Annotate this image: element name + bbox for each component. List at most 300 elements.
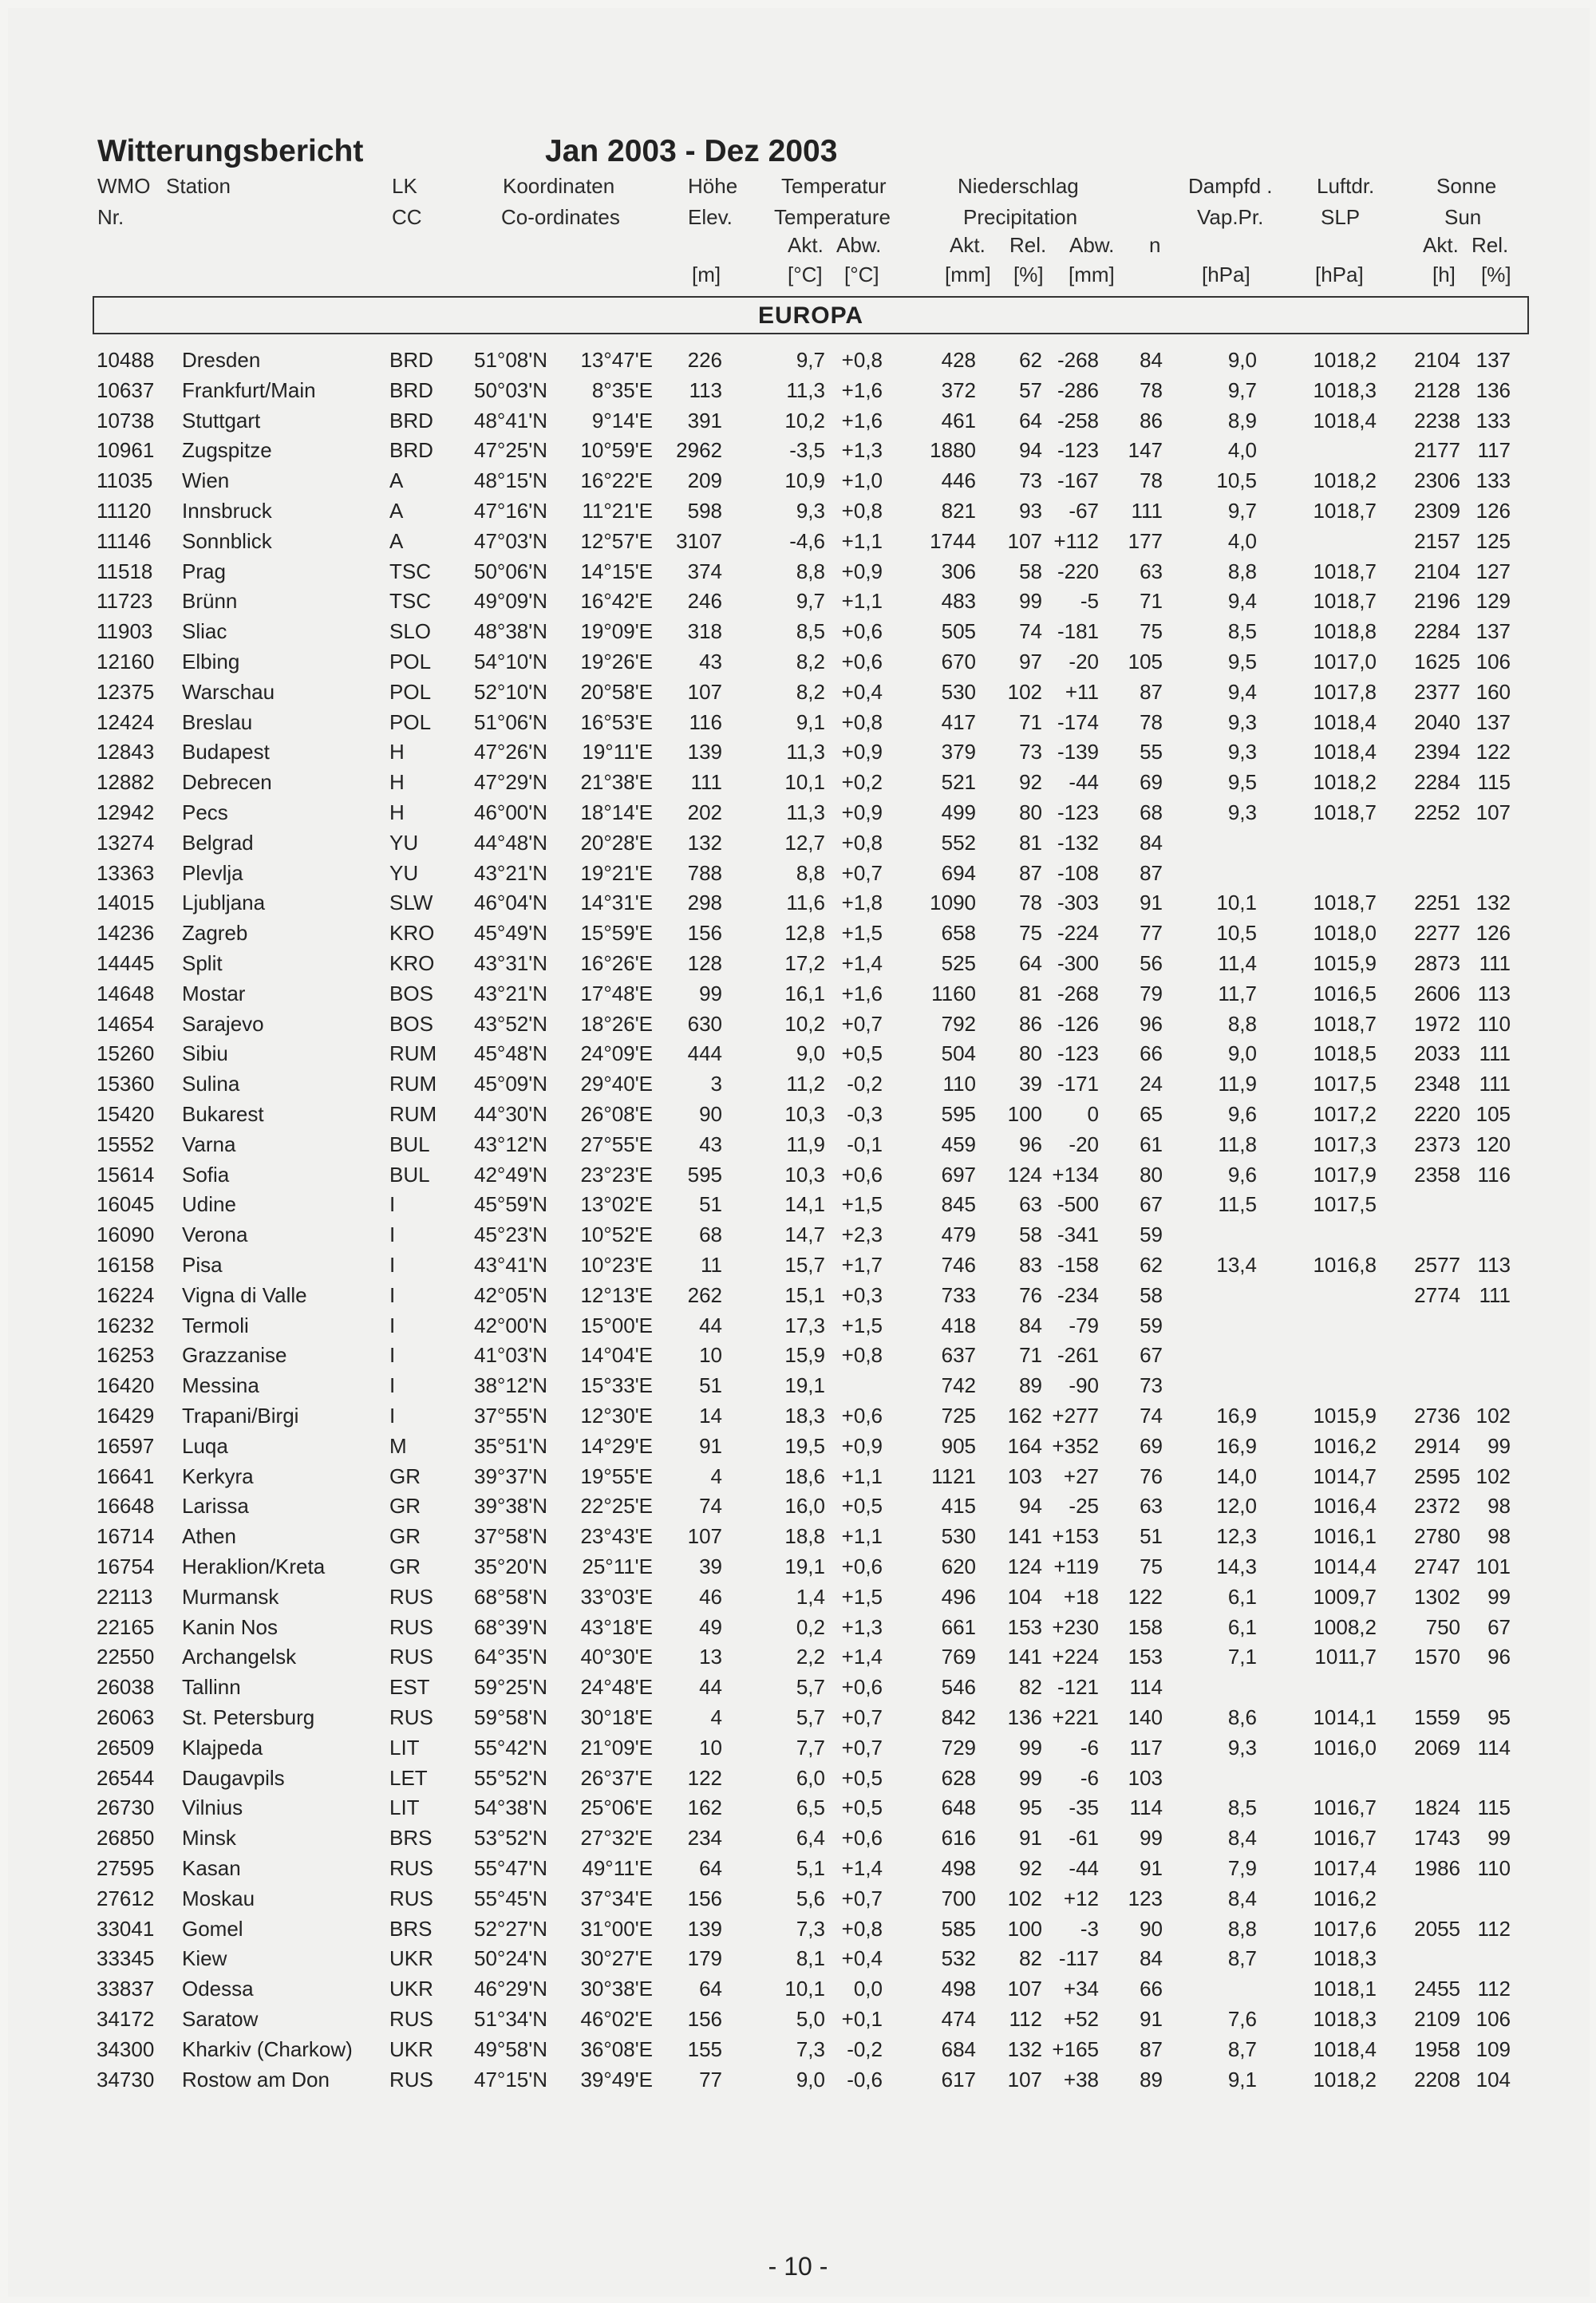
temp-deviation: -0,1 xyxy=(847,1132,883,1156)
prec-deviation: +221 xyxy=(1052,1705,1099,1729)
wmo-nr: 34730 xyxy=(97,2067,155,2092)
country-code: BUL xyxy=(389,1162,430,1187)
prec-deviation: -67 xyxy=(1069,499,1099,523)
elevation: 246 xyxy=(687,589,722,614)
longitude: 30°38'E xyxy=(580,1977,653,2001)
elevation: 39 xyxy=(699,1554,722,1578)
prec-days: 66 xyxy=(1140,1041,1163,1066)
latitude: 48°41'N xyxy=(474,408,547,433)
sun-hours: 2055 xyxy=(1414,1916,1460,1941)
prec-relative: 64 xyxy=(1019,951,1042,975)
station-name: Udine xyxy=(182,1192,236,1217)
prec-actual: 595 xyxy=(941,1102,976,1126)
prec-days: 62 xyxy=(1140,1253,1163,1277)
latitude: 43°12'N xyxy=(474,1132,547,1156)
prec-days: 66 xyxy=(1140,1977,1163,2001)
prec-deviation: +352 xyxy=(1052,1433,1099,1458)
longitude: 16°42'E xyxy=(580,589,653,614)
prec-relative: 141 xyxy=(1007,1645,1042,1669)
temp-actual: 16,1 xyxy=(784,981,825,1005)
longitude: 19°26'E xyxy=(580,650,653,674)
table-row xyxy=(0,619,1596,650)
temp-deviation: +0,7 xyxy=(841,1705,883,1729)
vapour-pressure: 8,4 xyxy=(1227,1886,1257,1910)
sun-hours: 2284 xyxy=(1414,770,1460,795)
latitude: 54°10'N xyxy=(474,650,547,674)
vapour-pressure: 11,9 xyxy=(1218,1072,1257,1096)
wmo-nr: 16641 xyxy=(97,1464,155,1488)
table-row xyxy=(0,1041,1596,1072)
country-code: A xyxy=(389,528,404,553)
longitude: 46°02'E xyxy=(580,2007,653,2031)
country-code: BRS xyxy=(389,1916,433,1941)
wmo-nr: 16253 xyxy=(97,1343,155,1368)
prec-actual: 461 xyxy=(941,408,976,433)
temp-actual: 9,7 xyxy=(796,348,825,372)
longitude: 37°34'E xyxy=(580,1886,653,1910)
table-row xyxy=(0,1494,1596,1524)
longitude: 13°47'E xyxy=(580,348,653,372)
longitude: 24°09'E xyxy=(580,1041,653,1066)
vapour-pressure: 9,3 xyxy=(1227,1735,1257,1760)
temp-deviation: +0,6 xyxy=(841,619,883,644)
prec-deviation: -286 xyxy=(1057,377,1099,402)
prec-actual: 1121 xyxy=(931,1464,976,1488)
temp-actual: 17,3 xyxy=(784,1313,825,1337)
prec-deviation: -158 xyxy=(1057,1253,1099,1277)
station-name: Minsk xyxy=(182,1826,236,1851)
prec-deviation: +165 xyxy=(1052,2036,1099,2061)
country-code: KRO xyxy=(389,951,435,975)
prec-actual: 379 xyxy=(941,740,976,764)
temp-actual: 18,3 xyxy=(784,1404,825,1428)
sun-hours: 2455 xyxy=(1414,1977,1460,2001)
prec-deviation: +224 xyxy=(1052,1645,1099,1669)
vapour-pressure: 8,8 xyxy=(1227,1916,1257,1941)
country-code: BRD xyxy=(389,438,433,463)
longitude: 25°06'E xyxy=(580,1795,653,1820)
latitude: 47°03'N xyxy=(474,528,547,553)
prec-relative: 81 xyxy=(1019,981,1042,1005)
sun-hours: 2780 xyxy=(1414,1524,1460,1549)
longitude: 26°37'E xyxy=(580,1765,653,1790)
elevation: 51 xyxy=(699,1373,722,1398)
sun-relative: 98 xyxy=(1487,1524,1511,1549)
temp-actual: 19,1 xyxy=(784,1373,825,1398)
station-name: Sulina xyxy=(182,1072,240,1096)
hdr-vappr: Vap.Pr. xyxy=(1197,205,1264,229)
prec-actual: 446 xyxy=(941,468,976,493)
temp-actual: 11,2 xyxy=(786,1072,825,1096)
prec-days: 73 xyxy=(1140,1373,1163,1398)
wmo-nr: 26850 xyxy=(97,1826,155,1851)
country-code: RUS xyxy=(389,1645,433,1669)
sun-relative: 99 xyxy=(1487,1826,1511,1851)
sun-relative: 101 xyxy=(1476,1554,1511,1578)
sun-hours: 2251 xyxy=(1414,891,1460,915)
table-row xyxy=(0,1192,1596,1223)
longitude: 31°00'E xyxy=(580,1916,653,1941)
table-row xyxy=(0,1223,1596,1253)
prec-deviation: -20 xyxy=(1069,650,1099,674)
prec-days: 90 xyxy=(1140,1916,1163,1941)
prec-actual: 617 xyxy=(941,2067,976,2092)
temp-deviation: +0,7 xyxy=(841,1886,883,1910)
prec-days: 65 xyxy=(1140,1102,1163,1126)
prec-days: 91 xyxy=(1140,2007,1163,2031)
prec-actual: 742 xyxy=(941,1373,976,1398)
wmo-nr: 16090 xyxy=(97,1223,155,1247)
prec-days: 61 xyxy=(1140,1132,1163,1156)
station-name: Kanin Nos xyxy=(182,1614,278,1639)
wmo-nr: 12843 xyxy=(97,740,155,764)
sun-relative: 99 xyxy=(1487,1584,1511,1609)
sea-level-pressure: 1016,5 xyxy=(1313,981,1377,1005)
prec-actual: 585 xyxy=(941,1916,976,1941)
vapour-pressure: 8,5 xyxy=(1227,619,1257,644)
temp-actual: 11,9 xyxy=(786,1132,825,1156)
table-row xyxy=(0,589,1596,619)
latitude: 39°37'N xyxy=(474,1464,547,1488)
prec-deviation: -300 xyxy=(1057,951,1099,975)
prec-deviation: -44 xyxy=(1069,770,1099,795)
sea-level-pressure: 1016,2 xyxy=(1313,1886,1377,1910)
sun-relative: 109 xyxy=(1476,2036,1511,2061)
latitude: 42°49'N xyxy=(474,1162,547,1187)
prec-deviation: +11 xyxy=(1065,679,1099,704)
sun-relative: 113 xyxy=(1477,1253,1511,1277)
table-row xyxy=(0,409,1596,439)
elevation: 49 xyxy=(699,1614,722,1639)
prec-actual: 417 xyxy=(941,709,976,734)
sun-hours: 2306 xyxy=(1414,468,1460,493)
latitude: 46°00'N xyxy=(474,800,547,824)
prec-relative: 73 xyxy=(1019,468,1042,493)
prec-actual: 499 xyxy=(941,800,976,824)
country-code: SLO xyxy=(389,619,432,644)
sea-level-pressure: 1018,2 xyxy=(1313,468,1377,493)
temp-actual: 12,8 xyxy=(784,921,825,946)
elevation: 44 xyxy=(699,1675,722,1700)
prec-deviation: -61 xyxy=(1069,1826,1099,1851)
sun-hours: 2595 xyxy=(1414,1464,1460,1488)
latitude: 68°58'N xyxy=(474,1584,547,1609)
prec-relative: 83 xyxy=(1019,1253,1042,1277)
longitude: 17°48'E xyxy=(580,981,653,1005)
country-code: YU xyxy=(389,830,419,855)
vapour-pressure: 4,0 xyxy=(1227,438,1257,463)
temp-deviation: +0,4 xyxy=(841,679,883,704)
temp-deviation: +1,0 xyxy=(841,468,883,493)
latitude: 39°38'N xyxy=(474,1494,547,1519)
prec-days: 87 xyxy=(1140,679,1163,704)
temp-actual: -4,6 xyxy=(789,528,825,553)
sun-relative: 67 xyxy=(1487,1614,1511,1639)
temp-deviation: +1,6 xyxy=(841,377,883,402)
longitude: 13°02'E xyxy=(580,1192,653,1217)
sea-level-pressure: 1018,7 xyxy=(1313,589,1377,614)
sun-relative: 120 xyxy=(1476,1132,1511,1156)
prec-deviation: +230 xyxy=(1052,1614,1099,1639)
latitude: 45°59'N xyxy=(474,1192,547,1217)
prec-deviation: -20 xyxy=(1069,1132,1099,1156)
prec-deviation: -117 xyxy=(1058,1946,1099,1971)
station-name: Sibiu xyxy=(182,1041,228,1066)
sun-relative: 96 xyxy=(1487,1645,1511,1669)
table-row xyxy=(0,1554,1596,1585)
latitude: 35°20'N xyxy=(474,1554,547,1578)
sun-hours: 2104 xyxy=(1414,559,1460,583)
prec-actual: 1160 xyxy=(931,981,976,1005)
hdr-prec-akt: Akt. xyxy=(950,233,986,257)
temp-actual: 1,4 xyxy=(796,1584,825,1609)
table-row xyxy=(0,1373,1596,1404)
sea-level-pressure: 1018,3 xyxy=(1313,2007,1377,2031)
latitude: 59°58'N xyxy=(474,1705,547,1729)
country-code: GR xyxy=(389,1494,421,1519)
sun-hours: 2358 xyxy=(1414,1162,1460,1187)
sea-level-pressure: 1016,0 xyxy=(1313,1735,1377,1760)
prec-days: 122 xyxy=(1128,1584,1163,1609)
prec-actual: 418 xyxy=(941,1313,976,1337)
longitude: 36°08'E xyxy=(580,2036,653,2061)
wmo-nr: 16224 xyxy=(97,1282,155,1307)
temp-actual: 8,5 xyxy=(796,619,825,644)
prec-deviation: +134 xyxy=(1052,1162,1099,1187)
vapour-pressure: 8,6 xyxy=(1227,1705,1257,1729)
prec-actual: 552 xyxy=(941,830,976,855)
station-name: Larissa xyxy=(182,1494,249,1519)
prec-deviation: -6 xyxy=(1080,1735,1099,1760)
prec-actual: 845 xyxy=(941,1192,976,1217)
sun-relative: 102 xyxy=(1476,1464,1511,1488)
hdr-sun-akt: Akt. xyxy=(1423,233,1459,257)
temp-actual: 8,1 xyxy=(796,1946,825,1971)
prec-relative: 99 xyxy=(1019,589,1042,614)
country-code: BOS xyxy=(389,1011,433,1036)
temp-actual: 11,3 xyxy=(786,740,825,764)
sun-hours: 2277 xyxy=(1414,921,1460,946)
wmo-nr: 14654 xyxy=(97,1011,155,1036)
temp-deviation: +0,8 xyxy=(841,348,883,372)
prec-days: 68 xyxy=(1140,800,1163,824)
station-name: Vigna di Valle xyxy=(182,1282,307,1307)
station-name: Termoli xyxy=(182,1313,249,1337)
prec-deviation: -123 xyxy=(1057,800,1099,824)
table-row xyxy=(0,1585,1596,1615)
hdr-temp-akt: Akt. xyxy=(788,233,824,257)
vapour-pressure: 9,5 xyxy=(1227,770,1257,795)
wmo-nr: 33345 xyxy=(97,1946,155,1971)
prec-relative: 96 xyxy=(1019,1132,1042,1156)
elevation: 10 xyxy=(699,1343,722,1368)
country-code: UKR xyxy=(389,1946,433,1971)
wmo-nr: 11120 xyxy=(97,499,152,523)
temp-actual: 10,2 xyxy=(784,1011,825,1036)
prec-relative: 164 xyxy=(1007,1433,1042,1458)
sea-level-pressure: 1017,2 xyxy=(1313,1102,1377,1126)
station-name: Pisa xyxy=(182,1253,223,1277)
wmo-nr: 10738 xyxy=(97,408,155,433)
prec-relative: 141 xyxy=(1007,1524,1042,1549)
longitude: 19°55'E xyxy=(580,1464,653,1488)
elevation: 90 xyxy=(699,1102,722,1126)
country-code: BRS xyxy=(389,1826,433,1851)
prec-actual: 733 xyxy=(941,1282,976,1307)
hdr-unit-hpa1: [hPa] xyxy=(1202,263,1250,286)
station-name: Kerkyra xyxy=(182,1464,254,1488)
latitude: 48°38'N xyxy=(474,619,547,644)
country-code: LIT xyxy=(389,1735,420,1760)
hdr-dampfd: Dampfd . xyxy=(1188,174,1273,198)
longitude: 12°13'E xyxy=(580,1282,653,1307)
table-row xyxy=(0,529,1596,559)
sun-relative: 126 xyxy=(1476,499,1511,523)
wmo-nr: 26063 xyxy=(97,1705,155,1729)
latitude: 59°25'N xyxy=(474,1675,547,1700)
wmo-nr: 26730 xyxy=(97,1795,155,1820)
wmo-nr: 16232 xyxy=(97,1313,155,1337)
sun-relative: 132 xyxy=(1476,891,1511,915)
temp-deviation: +1,5 xyxy=(841,1584,883,1609)
temp-deviation: -0,3 xyxy=(847,1102,883,1126)
sun-hours: 2069 xyxy=(1414,1735,1460,1760)
prec-relative: 58 xyxy=(1019,1223,1042,1247)
country-code: A xyxy=(389,468,404,493)
sun-relative: 104 xyxy=(1476,2067,1511,2092)
elevation: 788 xyxy=(687,860,722,885)
sun-hours: 2196 xyxy=(1414,589,1460,614)
elevation: 598 xyxy=(687,499,722,523)
temp-deviation: +0,8 xyxy=(841,709,883,734)
prec-deviation: -5 xyxy=(1080,589,1099,614)
longitude: 30°18'E xyxy=(580,1705,653,1729)
prec-deviation: -132 xyxy=(1057,830,1099,855)
longitude: 49°11'E xyxy=(582,1856,653,1880)
hdr-coordinates: Co-ordinates xyxy=(501,205,620,229)
temp-deviation: +0,5 xyxy=(841,1795,883,1820)
prec-relative: 136 xyxy=(1007,1705,1042,1729)
longitude: 24°48'E xyxy=(580,1675,653,1700)
latitude: 35°51'N xyxy=(474,1433,547,1458)
prec-days: 75 xyxy=(1140,1554,1163,1578)
prec-actual: 1090 xyxy=(930,891,976,915)
station-name: Heraklion/Kreta xyxy=(182,1554,326,1578)
sea-level-pressure: 1008,2 xyxy=(1313,1614,1377,1639)
prec-deviation: -121 xyxy=(1057,1675,1099,1700)
country-code: POL xyxy=(389,650,432,674)
prec-deviation: -171 xyxy=(1057,1072,1099,1096)
wmo-nr: 16714 xyxy=(97,1524,155,1549)
country-code: RUS xyxy=(389,2067,433,2092)
prec-days: 103 xyxy=(1128,1765,1163,1790)
prec-days: 76 xyxy=(1140,1464,1163,1488)
country-code: POL xyxy=(389,709,432,734)
temp-actual: 14,1 xyxy=(784,1192,825,1217)
elevation: 444 xyxy=(687,1041,722,1066)
prec-deviation: +119 xyxy=(1053,1554,1099,1578)
sun-relative: 133 xyxy=(1476,468,1511,493)
prec-actual: 525 xyxy=(941,951,976,975)
prec-actual: 498 xyxy=(941,1856,976,1880)
vapour-pressure: 9,3 xyxy=(1227,800,1257,824)
prec-deviation: -500 xyxy=(1057,1192,1099,1217)
prec-actual: 637 xyxy=(941,1343,976,1368)
prec-days: 71 xyxy=(1140,589,1163,614)
wmo-nr: 16429 xyxy=(97,1404,155,1428)
elevation: 13 xyxy=(699,1645,722,1669)
longitude: 40°30'E xyxy=(580,1645,653,1669)
temp-actual: 10,3 xyxy=(784,1162,825,1187)
vapour-pressure: 9,7 xyxy=(1227,377,1257,402)
vapour-pressure: 6,1 xyxy=(1227,1584,1257,1609)
prec-relative: 107 xyxy=(1007,2067,1042,2092)
prec-relative: 124 xyxy=(1007,1554,1042,1578)
prec-relative: 82 xyxy=(1019,1946,1042,1971)
temp-actual: 18,8 xyxy=(784,1524,825,1549)
temp-deviation: +1,5 xyxy=(841,1313,883,1337)
sea-level-pressure: 1018,3 xyxy=(1313,377,1377,402)
prec-deviation: +38 xyxy=(1063,2067,1099,2092)
table-row xyxy=(0,1946,1596,1977)
prec-actual: 725 xyxy=(941,1404,976,1428)
prec-days: 89 xyxy=(1140,2067,1163,2092)
prec-relative: 94 xyxy=(1019,438,1042,463)
prec-days: 153 xyxy=(1128,1645,1163,1669)
country-code: TSC xyxy=(389,589,431,614)
temp-actual: 8,8 xyxy=(796,860,825,885)
hdr-slp: SLP xyxy=(1321,205,1361,229)
hdr-sun: Sun xyxy=(1444,205,1482,229)
temp-actual: 9,0 xyxy=(796,2067,825,2092)
hdr-lk: LK xyxy=(392,174,417,198)
table-row xyxy=(0,740,1596,770)
station-name: Sonnblick xyxy=(182,528,272,553)
prec-relative: 112 xyxy=(1009,2007,1042,2031)
table-row xyxy=(0,1736,1596,1766)
temp-actual: 5,0 xyxy=(796,2007,825,2031)
country-code: RUM xyxy=(389,1102,437,1126)
prec-days: 24 xyxy=(1140,1072,1163,1096)
prec-relative: 107 xyxy=(1007,1977,1042,2001)
sun-hours: 2747 xyxy=(1414,1554,1460,1578)
temp-deviation: +0,6 xyxy=(841,650,883,674)
temp-actual: 14,7 xyxy=(784,1223,825,1247)
prec-days: 86 xyxy=(1140,408,1163,433)
country-code: H xyxy=(389,770,405,795)
prec-actual: 459 xyxy=(941,1132,976,1156)
wmo-nr: 12424 xyxy=(97,709,155,734)
hdr-elev: Elev. xyxy=(688,205,733,229)
prec-days: 105 xyxy=(1128,650,1163,674)
sea-level-pressure: 1017,5 xyxy=(1313,1072,1377,1096)
sun-relative: 106 xyxy=(1476,650,1511,674)
wmo-nr: 13274 xyxy=(97,830,155,855)
temp-deviation: +0,7 xyxy=(841,860,883,885)
table-row xyxy=(0,438,1596,468)
country-code: M xyxy=(389,1433,407,1458)
sun-hours: 2372 xyxy=(1414,1494,1460,1519)
vapour-pressure: 8,9 xyxy=(1227,408,1257,433)
prec-actual: 616 xyxy=(941,1826,976,1851)
table-row xyxy=(0,499,1596,529)
latitude: 42°00'N xyxy=(474,1313,547,1337)
elevation: 630 xyxy=(687,1011,722,1036)
country-code: LET xyxy=(389,1765,428,1790)
wmo-nr: 16045 xyxy=(97,1192,155,1217)
vapour-pressure: 8,4 xyxy=(1227,1826,1257,1851)
vapour-pressure: 8,7 xyxy=(1227,2036,1257,2061)
